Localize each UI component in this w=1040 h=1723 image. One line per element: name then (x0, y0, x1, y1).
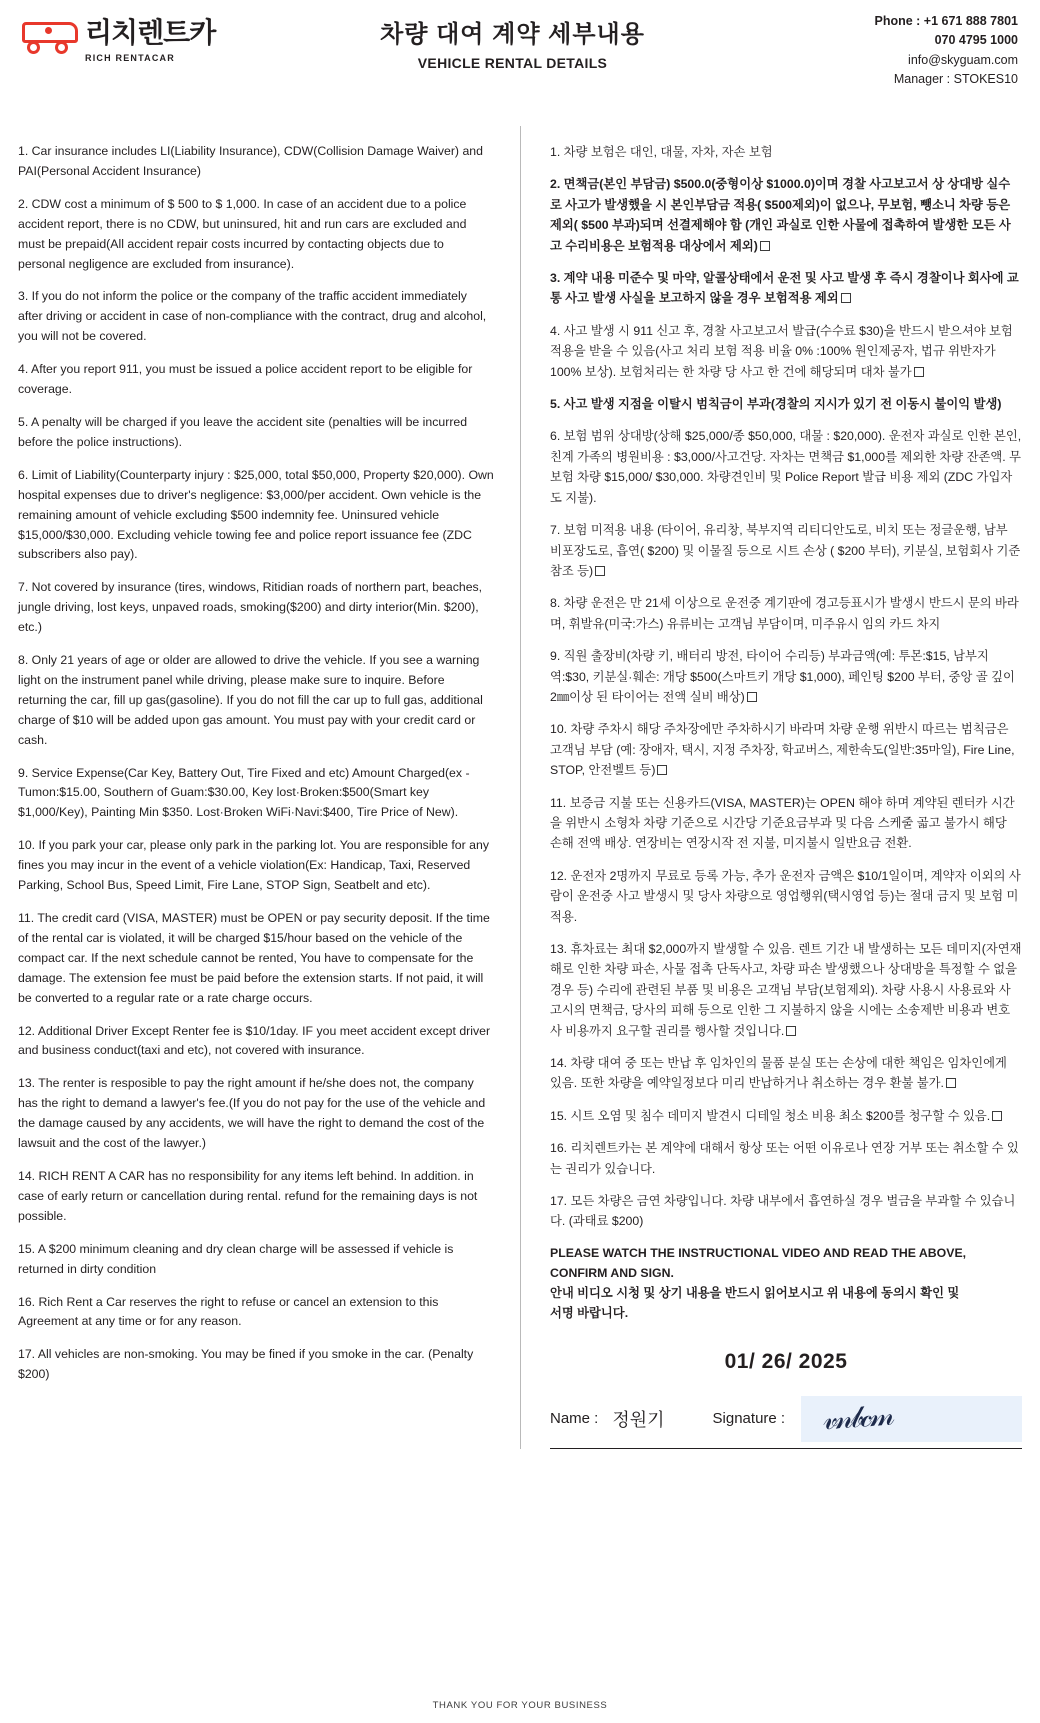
checkbox[interactable] (786, 1026, 796, 1036)
checkbox[interactable] (747, 692, 757, 702)
clause-item: 10. If you park your car, please only park in the parking lot. You are responsible for any fines you may incur in the event of a vehicle violation(Ex: Handicap, Taxi, Reserved Parking, School Bus, Speed Limit, Fire Lane, STOP Sign, Seatbelt and etc). (18, 838, 489, 893)
clause-item: 13. 휴차료는 최대 $2,000까지 발생할 수 있음. 렌트 기간 내 발생하는 모든 데미지(자연재해로 인한 차량 파손, 사물 접촉 단독사고, 차량 파손 발생했으나 상대방을 특정할 수 없을 경우 등) 수리에 관련된 부품 및 비용은 고객님 부담(보험제외). 차량 사용시 사용료와 사고시의 면책금, 당사의 피해 등으로 인한 그 지불하지 않을 시에는 소송제반 비용과 변호사 비용까지 요구할 권리를 행사할 것입니다. (550, 942, 1022, 1038)
clause-item: 6. Limit of Liability(Counterparty injury : $25,000, total $50,000, Property $20,000). Own hospital expenses due to driver's negligence: $3,000/per accident. Own vehicle is the remaining amount of vehicle excluding $500 indemnity fee. Uninsured vehicle $15,000/$30,000. Excluding vehicle towing fee and police report issuance fee (ZDC subscribers also pay). (18, 467, 494, 562)
contact-manager: Manager : STOKES10 (893, 72, 1018, 87)
clause-item: 8. 차량 운전은 만 21세 이상으로 운전중 계기판에 경고등표시가 발생시 반드시 문의 바라며, 휘발유(미국:가스) 유류비는 고객님 부담이며, 미주유시 임의 카드 차지 (550, 596, 1019, 631)
signature-field[interactable] (801, 1396, 1022, 1442)
clause-item-wrap (550, 939, 1022, 1041)
clause-item: 1. 차량 보험은 대인, 대물, 자차, 자손 보험 (550, 145, 773, 159)
clause-item: 15. 시트 오염 및 침수 데미지 발견시 디테일 청소 비용 최소 $200를 청구할 수 있음. (550, 1108, 991, 1123)
clause-item: 10. 차량 주차시 해당 주차장에만 주차하시기 바라며 차량 운행 위반시 따르는 범칙금은 고객님 부담 (예: 장애자, 택시, 지정 주차장, 학교버스, 제한속도(일반:35마일), Fire Line, STOP, 안전벨트 등) (550, 722, 1015, 778)
clause-item: 12. 운전자 2명까지 무료로 등록 가능, 추가 운전자 금액은 $10/1일이며, 계약자 이외의 사람이 운전중 사고 발생시 및 당사 차량으로 영업행위(택시영업 등)는 절대 금지 및 보험 미적용. (550, 868, 1021, 924)
document-header (0, 0, 1040, 112)
signature-label: Signature : (712, 1410, 786, 1427)
clause-item-wrap (550, 1106, 1022, 1126)
signoff-ko-1: 안내 비디오 시청 및 상기 내용을 반드시 읽어보시고 위 내용에 동의시 확인 및 (550, 1285, 960, 1300)
checkbox[interactable] (914, 367, 924, 377)
contact-phone-alt: 070 4795 1000 (934, 33, 1018, 48)
clause-item: 2. 면책금(본인 부담금) $500.0(중형이상 $1000.0)이며 경찰 사고보고서 상 상대방 실수로 사고가 발생했을 시 본인부담금 적용( $500제외)이 없으나, 무보험, 뺑소니 차량 등은 제외( $500 부과)되며 선결제해야 함 (개인 과실로 인한 사물에 접촉하여 발생한 모든 사고 수리비용은 보험적용 대상에서 제외) (550, 177, 1011, 253)
column-divider (520, 126, 521, 1449)
clause-item: 14. 차량 대여 중 또는 반납 후 임차인의 물품 분실 또는 손상에 대한 책임은 임차인에게 있음. 또한 차량을 예약일정보다 미리 반납하거나 취소하는 경우 환불 불가. (550, 1056, 1007, 1091)
checkbox[interactable] (841, 293, 851, 303)
brand-logo (22, 10, 257, 63)
clause-item: 17. 모든 차량은 금연 차량입니다. 차량 내부에서 흡연하실 경우 벌금을 부과할 수 있습니다. (과태료 $200) (550, 1194, 1016, 1229)
clause-item-wrap (550, 268, 1022, 309)
clause-item-wrap (550, 321, 1022, 382)
name-label: Name : (550, 1410, 599, 1427)
clause-item: 6. 보험 범위 상대방(상해 $25,000/종 $50,000, 대물 : $20,000). 운전자 과실로 인한 본인, 친계 가족의 병원비용 : $3,000/사고건당. 자차는 면책금 $1,000를 제외한 차량 잔존액. 무보험 차량 $15,000/ $30,000. 차량견인비 및 Police Report 발급 비용 제외 (ZDC 가입자도 지불). (550, 429, 1022, 505)
clause-item: 5. 사고 발생 지점을 이탈시 범칙금이 부과(경찰의 지시가 있기 전 이동시 불이익 발생) (550, 397, 1002, 412)
clause-item-wrap (550, 174, 1022, 256)
page-title-ko: 차량 대여 계약 세부내용 (380, 21, 645, 48)
signature-mark: 𝓋𝓃𝒷𝒸𝓂 (821, 1397, 893, 1437)
checkbox[interactable] (992, 1111, 1002, 1121)
clause-item: 2. CDW cost a minimum of $ 500 to $ 1,000. In case of an accident due to a police accident report, there is no CDW, but uninsured, hit and run cars are excluded and must be prepaid(All accident repair costs incurred by contacting objects due to personal negligence are excluded from insurance). (18, 196, 467, 271)
clause-item-wrap (550, 646, 1022, 707)
footer-thank-you: THANK YOU FOR YOUR BUSINESS (432, 1700, 608, 1711)
clause-item: 8. Only 21 years of age or older are allowed to drive the vehicle. If you see a warning light on the instrument panel while driving, please make sure to inquire. Before returning the car, fill up gas(gasoline). If you do not fill the car up to full gas, additional charge of $10 will be added upon gas amount. You must pay with your credit card or cash. (18, 653, 483, 747)
clause-item: 5. A penalty will be charged if you leave the accident site (penalties will be incurred before the police instructions). (18, 414, 468, 449)
car-icon (22, 16, 78, 50)
checkbox[interactable] (657, 765, 667, 775)
english-clause-list (18, 142, 520, 1449)
clause-item-wrap (550, 520, 1022, 581)
clause-item: 13. The renter is resposible to pay the right amount if he/she does not, the company has the right to demand a lawyer's fee.(If you do not pay for the use of the vehicle and the damage caused by any accidents, we will have the right to demand the cost of the lawsuit and the cost of the lawyer.) (18, 1076, 486, 1151)
signature-row (550, 1396, 1022, 1442)
clause-item: 12. Additional Driver Except Renter fee is $10/1day. IF you meet accident except driver and business conduct(taxi and etc), not covered with insurance. (18, 1023, 491, 1058)
clause-item: 17. All vehicles are non-smoking. You may be fined if you smoke in the car. (Penalty $200) (18, 1347, 474, 1382)
signoff-en-1: PLEASE WATCH THE INSTRUCTIONAL VIDEO AND READ THE ABOVE, (550, 1245, 967, 1260)
contact-block (768, 10, 1018, 90)
signoff-en-2: CONFIRM AND SIGN. (550, 1265, 674, 1280)
clause-item: 7. Not covered by insurance (tires, windows, Ritidian roads of northern part, beaches, jungle driving, lost keys, unpaved roads, smoking($200) and dirty interior(Min. $200), etc.) (18, 580, 483, 635)
signoff-ko-2: 서명 바랍니다. (550, 1305, 629, 1320)
checkbox[interactable] (946, 1078, 956, 1088)
title-block (257, 10, 768, 71)
checkbox[interactable] (760, 241, 770, 251)
clause-item-wrap (550, 1053, 1022, 1094)
clause-item: 7. 보험 미적용 내용 (타이어, 유리창, 북부지역 리티디안도로, 비치 또는 정글운행, 남부 비포장도로, 흡연( $200) 및 이물질 등으로 시트 손상 ( $200 부터), 키분실, 보험회사 기준 참조 등) (550, 523, 1021, 578)
clause-item: 16. 리치렌트카는 본 계약에 대해서 항상 또는 어떤 이유로나 연장 거부 또는 취소할 수 있는 권리가 있습니다. (550, 1141, 1019, 1176)
signed-date: 01/ 26/ 2025 (724, 1349, 848, 1373)
brand-name-en: RICH RENTACAR (85, 53, 175, 63)
signoff-block (550, 1244, 1022, 1324)
clause-item: 11. The credit card (VISA, MASTER) must be OPEN or pay security deposit. If the time of the rental car is violated, it will be charged $15/hour based on the vehicle of the compact car. If the next schedule cannot be rented, You have to compensate for the damage. The extension fee must be paid before the extension starts. If not paid, it will be converted to a regular rate or a rate charge occurs. (18, 911, 490, 1005)
clause-item: 16. Rich Rent a Car reserves the right to refuse or cancel an extension to this Agreement at any time or for any reason. (18, 1294, 439, 1329)
clauses-columns (0, 112, 1040, 1449)
clause-item: 11. 보증금 지불 또는 신용카드(VISA, MASTER)는 OPEN 해야 하며 계약된 렌터카 시간을 위반시 소형차 차량 기준으로 시간당 기준요금부과 및 다음 스케줄 곫고 불가시 해당 손해 전액 배상. 연장비는 연장시작 전 지불, 미지불시 일반요금 전환. (550, 795, 1015, 851)
clause-item: 4. 사고 발생 시 911 신고 후, 경찰 사고보고서 발급(수수료 $30)을 반드시 받으셔야 보험 적용을 받을 수 있음(사고 처리 보험 적용 비율 0% :100% 원인제공자, 법규 위반자가 100% 보상). 보험처리는 한 차량 당 사고 한 건에 해당되며 대차 불가 (550, 323, 1013, 379)
brand-name-ko: 리치렌트카 (85, 17, 216, 48)
clause-item: 9. Service Expense(Car Key, Battery Out, Tire Fixed and etc) Amount Charged(ex -Tumon:$15.00, Southern of Guam:$30.00, Key lost·Broken:$500(Smart key $1,000/Key), Painting Min $350. Lost·Broken WiFi·Navi:$400, Tire Price of New). (18, 765, 470, 820)
clause-item: 3. If you do not inform the police or the company of the traffic accident immediately after driving or accident in case of non-compliance with the contract, drug and alcohol, you will not be covered. (18, 289, 487, 344)
clause-item: 3. 계약 내용 미준수 및 마약, 알콜상태에서 운전 및 사고 발생 후 즉시 경찰이나 회사에 교통 사고 발생 사실을 보고하지 않을 경우 보험적용 제외 (550, 271, 1019, 306)
korean-clause-list (520, 142, 1022, 1449)
clause-item-wrap (550, 719, 1022, 780)
clause-item: 15. A $200 minimum cleaning and dry clean charge will be assessed if vehicle is returned in dirty condition (18, 1241, 454, 1276)
clause-item: 1. Car insurance includes LI(Liability Insurance), CDW(Collision Damage Waiver) and PAI(Personal Accident Insurance) (18, 144, 483, 178)
signature-rule (550, 1448, 1022, 1449)
page-title-en: VEHICLE RENTAL DETAILS (417, 55, 608, 71)
checkbox[interactable] (595, 566, 605, 576)
clause-item: 4. After you report 911, you must be issued a police accident report to be eligible for coverage. (18, 362, 473, 397)
name-value: 정원기 (612, 1409, 665, 1431)
contact-phone: Phone : +1 671 888 7801 (874, 14, 1018, 28)
contact-email: info@skyguam.com (908, 52, 1018, 67)
clause-item: 14. RICH RENT A CAR has no responsibility for any items left behind. In addition. in case of early return or cancellation during rental. refund for the remaining days is not possible. (18, 1168, 478, 1223)
clause-item: 9. 직원 출장비(차량 키, 배터리 방전, 타이어 수리등) 부과금액(예: 투몬:$15, 남부지역:$30, 키분실·훼손: 개당 $500(스마트키 개당 $1,000), 페인팅 $200 부터, 중앙 골 깊이 2㎜이상 된 타이어는 전액 실비 배상) (550, 649, 1015, 704)
